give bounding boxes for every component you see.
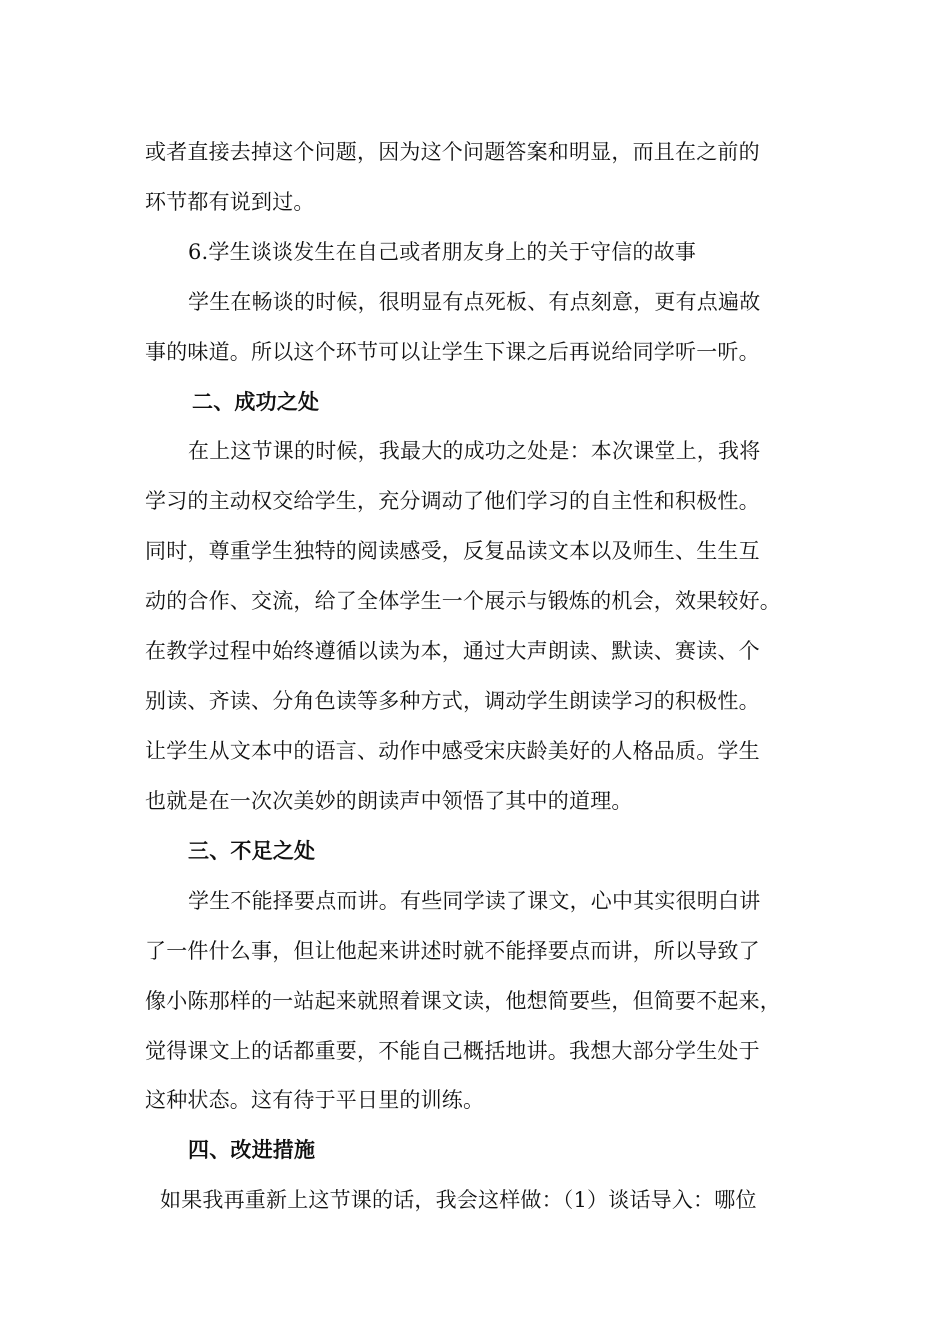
paragraph-line: 在上这节课的时候，我最大的成功之处是：本次课堂上，我将	[188, 439, 761, 463]
list-item-6: 6.学生谈谈发生在自己或者朋友身上的关于守信的故事	[188, 240, 697, 264]
paragraph-line: 学生在畅谈的时候，很明显有点死板、有点刻意，更有点遍故	[188, 290, 761, 314]
paragraph-line: 别读、齐读、分角色读等多种方式，调动学生朗读学习的积极性。	[145, 689, 760, 713]
paragraph-line: 像小陈那样的一站起来就照着课文读，他想简要些，但简要不起来，	[145, 989, 781, 1013]
paragraph-line: 这种状态。这有待于平日里的训练。	[145, 1088, 485, 1112]
paragraph-line: 环节都有说到过。	[145, 190, 315, 214]
paragraph-line: 事的味道。所以这个环节可以让学生下课之后再说给同学听一听。	[145, 340, 760, 364]
paragraph-line: 如果我再重新上这节课的话，我会这样做：（1）谈话导入：哪位	[160, 1188, 757, 1212]
section-heading-shortcomings: 三、不足之处	[188, 838, 316, 863]
paragraph-line: 了一件什么事，但让他起来讲述时就不能择要点而讲，所以导致了	[145, 939, 760, 963]
paragraph-line: 觉得课文上的话都重要，不能自己概括地讲。我想大部分学生处于	[145, 1039, 760, 1063]
paragraph-line: 在教学过程中始终遵循以读为本，通过大声朗读、默读、赛读、个	[145, 639, 760, 663]
paragraph-line: 也就是在一次次美妙的朗读声中领悟了其中的道理。	[145, 789, 633, 813]
paragraph-line: 让学生从文本中的语言、动作中感受宋庆龄美好的人格品质。学生	[145, 739, 760, 763]
section-heading-success: 二、成功之处	[192, 389, 320, 414]
paragraph-line: 学生不能择要点而讲。有些同学读了课文，心中其实很明白讲	[188, 889, 761, 913]
paragraph-line: 或者直接去掉这个问题，因为这个问题答案和明显，而且在之前的	[145, 140, 760, 164]
section-heading-improvements: 四、改进措施	[188, 1137, 316, 1162]
paragraph-line: 同时，尊重学生独特的阅读感受，反复品读文本以及师生、生生互	[145, 539, 760, 563]
paragraph-line: 动的合作、交流，给了全体学生一个展示与锻炼的机会，效果较好。	[145, 589, 781, 613]
paragraph-line: 学习的主动权交给学生，充分调动了他们学习的自主性和积极性。	[145, 489, 760, 513]
